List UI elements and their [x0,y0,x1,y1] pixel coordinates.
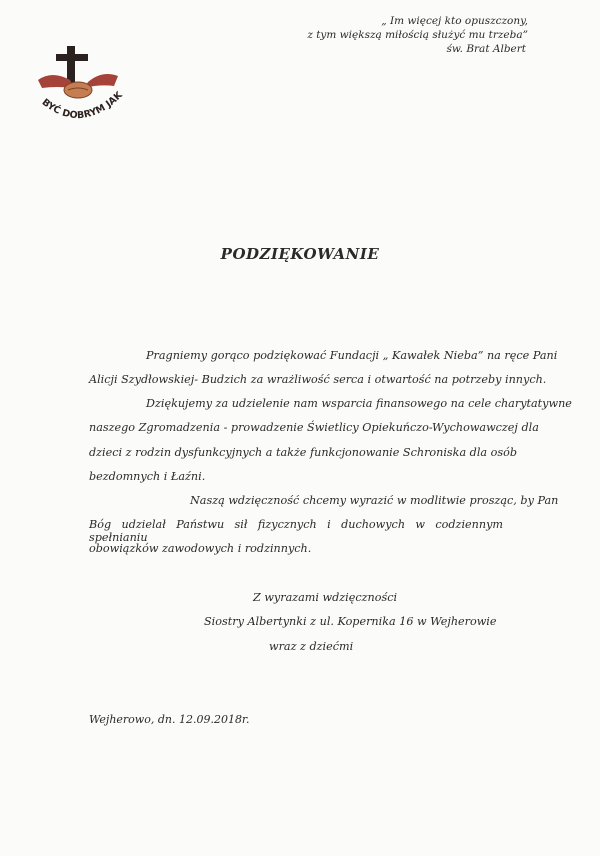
motto-quote [307,14,528,56]
paragraph-1-line-2: Alicji Szydłowskiej- Budzich za wrażliwość serca i otwartość na potrzeby innych. [89,373,547,386]
paragraph-3-line-3: obowiązków zawodowych i rodzinnych. [89,542,312,555]
congregation-logo [30,40,130,125]
paragraph-2-line-1: Dziękujemy za udzielenie nam wsparcia finansowego na cele charytatywne [146,397,572,410]
paragraph-3-line-1: Naszą wdzięczność chcemy wyrazić w modlitwie prosząc, by Pan [190,494,559,507]
closing-signatories: Siostry Albertynki z ul. Kopernika 16 w Wejherowie [204,615,497,628]
paragraph-2-line-4: bezdomnych i Łaźni. [89,470,206,483]
logo-emblem [30,40,130,125]
paragraph-3-line-2: Bóg udzielał Państwu sił fizycznych i duchowych w codziennym spełnianiu [89,518,503,544]
quote-line-2: z tym większą miłością służyć mu trzeba” [307,29,528,41]
closing-children: wraz z dziećmi [269,640,354,653]
place-and-date: Wejherowo, dn. 12.09.2018r. [89,713,250,726]
logo-text: BYĆ DOBRYM JAK [39,89,125,122]
quote-line-1: „ Im więcej kto opuszczony, [381,15,528,27]
quote-author: św. Brat Albert [446,43,526,55]
closing-greeting: Z wyrazami wdzięczności [253,591,398,604]
paragraph-2-line-3: dzieci z rodzin dysfunkcyjnych a także funkcjonowanie Schroniska dla osób [89,446,518,459]
paragraph-2-line-2: naszego Zgromadzenia - prowadzenie Świetlicy Opiekuńczo-Wychowawczej dla [89,421,539,434]
paragraph-1-line-1: Pragniemy gorąco podziękować Fundacji „ Kawałek Nieba” na ręce Pani [146,349,558,362]
document-title: PODZIĘKOWANIE [220,245,380,263]
